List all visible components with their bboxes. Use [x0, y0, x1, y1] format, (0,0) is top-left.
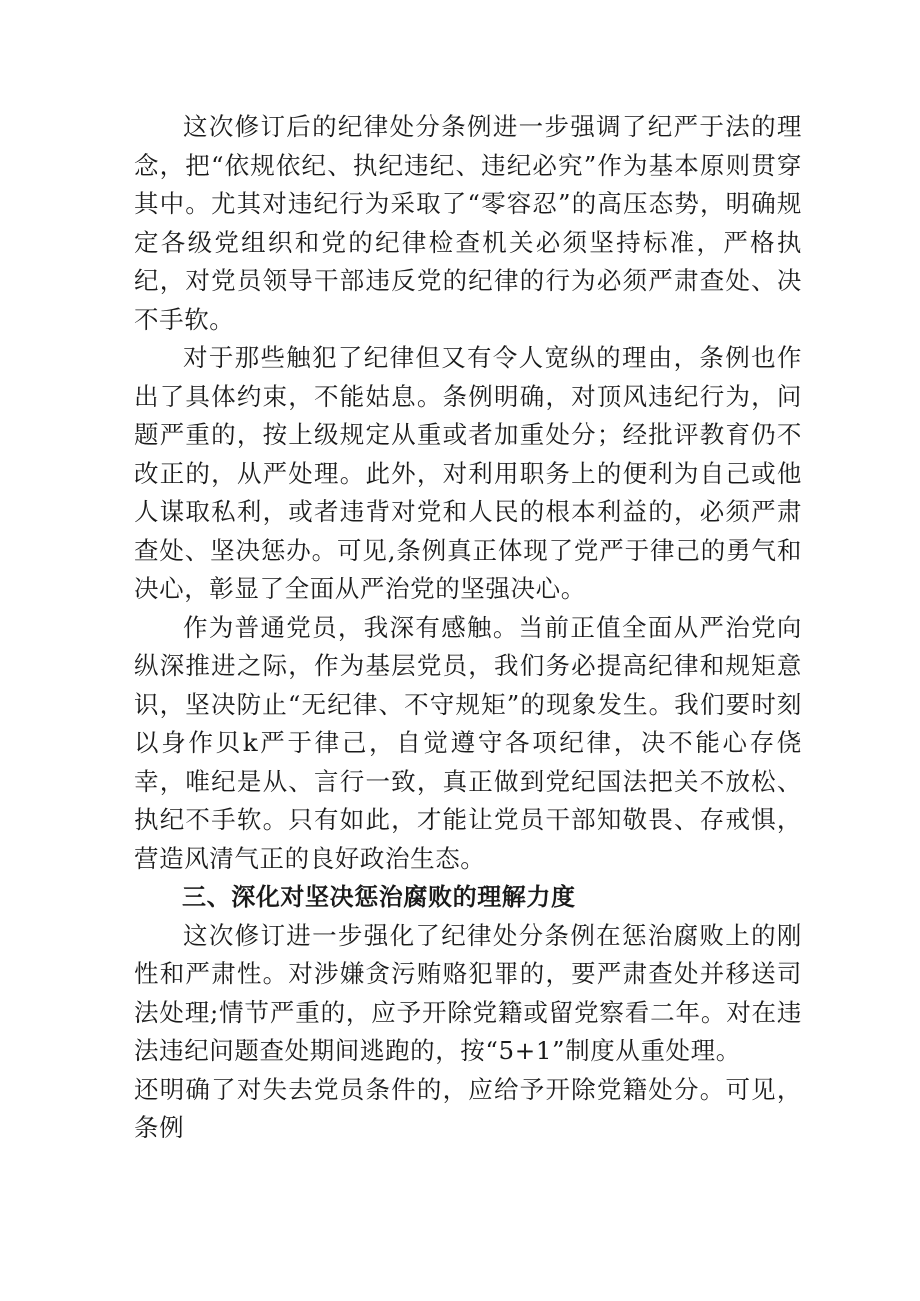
paragraph-personal-reflection: 作为普通党员，我深有感触。当前正值全面从严治党向纵深推进之际，作为基层党员，我们务必提高纪律和规矩意识，坚决防止“无纪律、不守规矩”的现象发生。我们要时刻以身作贝k严于律己，自觉遵守各项纪律，决不能心存侥幸，唯纪是从、言行一致，真正做到党纪国法把关不放松、执纪不手软。只有如此，才能让党员干部知敬畏、存戒惧，营造风清气正的良好政治生态。 — [134, 612, 802, 873]
section-heading: 三、深化对坚决惩治腐败的理解力度 — [182, 883, 576, 911]
paragraph-specific-constraints: 对于那些触犯了纪律但又有令人宽纵的理由，条例也作出了具体约束，不能姑息。条例明确，对顶风违纪行为，问题严重的，按上级规定从重或者加重处分；经批评教育仍不改正的，从严处理。此外，对利用职务上的便利为自己或他人谋取私利，或者违背对党和人民的根本利益的，必须严肃查处、坚决惩办。可见,条例真正体现了党严于律己的勇气和决心，彰显了全面从严治党的坚强决心。 — [134, 343, 802, 603]
paragraph-expulsion: 还明确了对失去党员条件的，应给予开除党籍处分。可见，条例 — [134, 1074, 802, 1142]
paragraph-anti-corruption: 这次修订进一步强化了纪律处分条例在惩治腐败上的刚性和严肃性。对涉嫌贪污贿赂犯罪的，要严肃查处并移送司法处理;情节严重的，应予开除党籍或留党察看二年。对在违法违纪问题查处期间逃跑的，按“5+1”制度从重处理。 — [134, 920, 802, 1065]
document-body — [134, 108, 802, 1148]
paragraph-discipline-principle: 这次修订后的纪律处分条例进一步强调了纪严于法的理念，把“依规依纪、执纪违纪、违纪必究”作为基本原则贯穿其中。尤其对违纪行为采取了“零容忍”的高压态势，明确规定各级党组织和党的纪律检查机关必须坚持标准，严格执纪，对党员领导干部违反党的纪律的行为必须严肃查处、决不手软。 — [134, 112, 802, 334]
